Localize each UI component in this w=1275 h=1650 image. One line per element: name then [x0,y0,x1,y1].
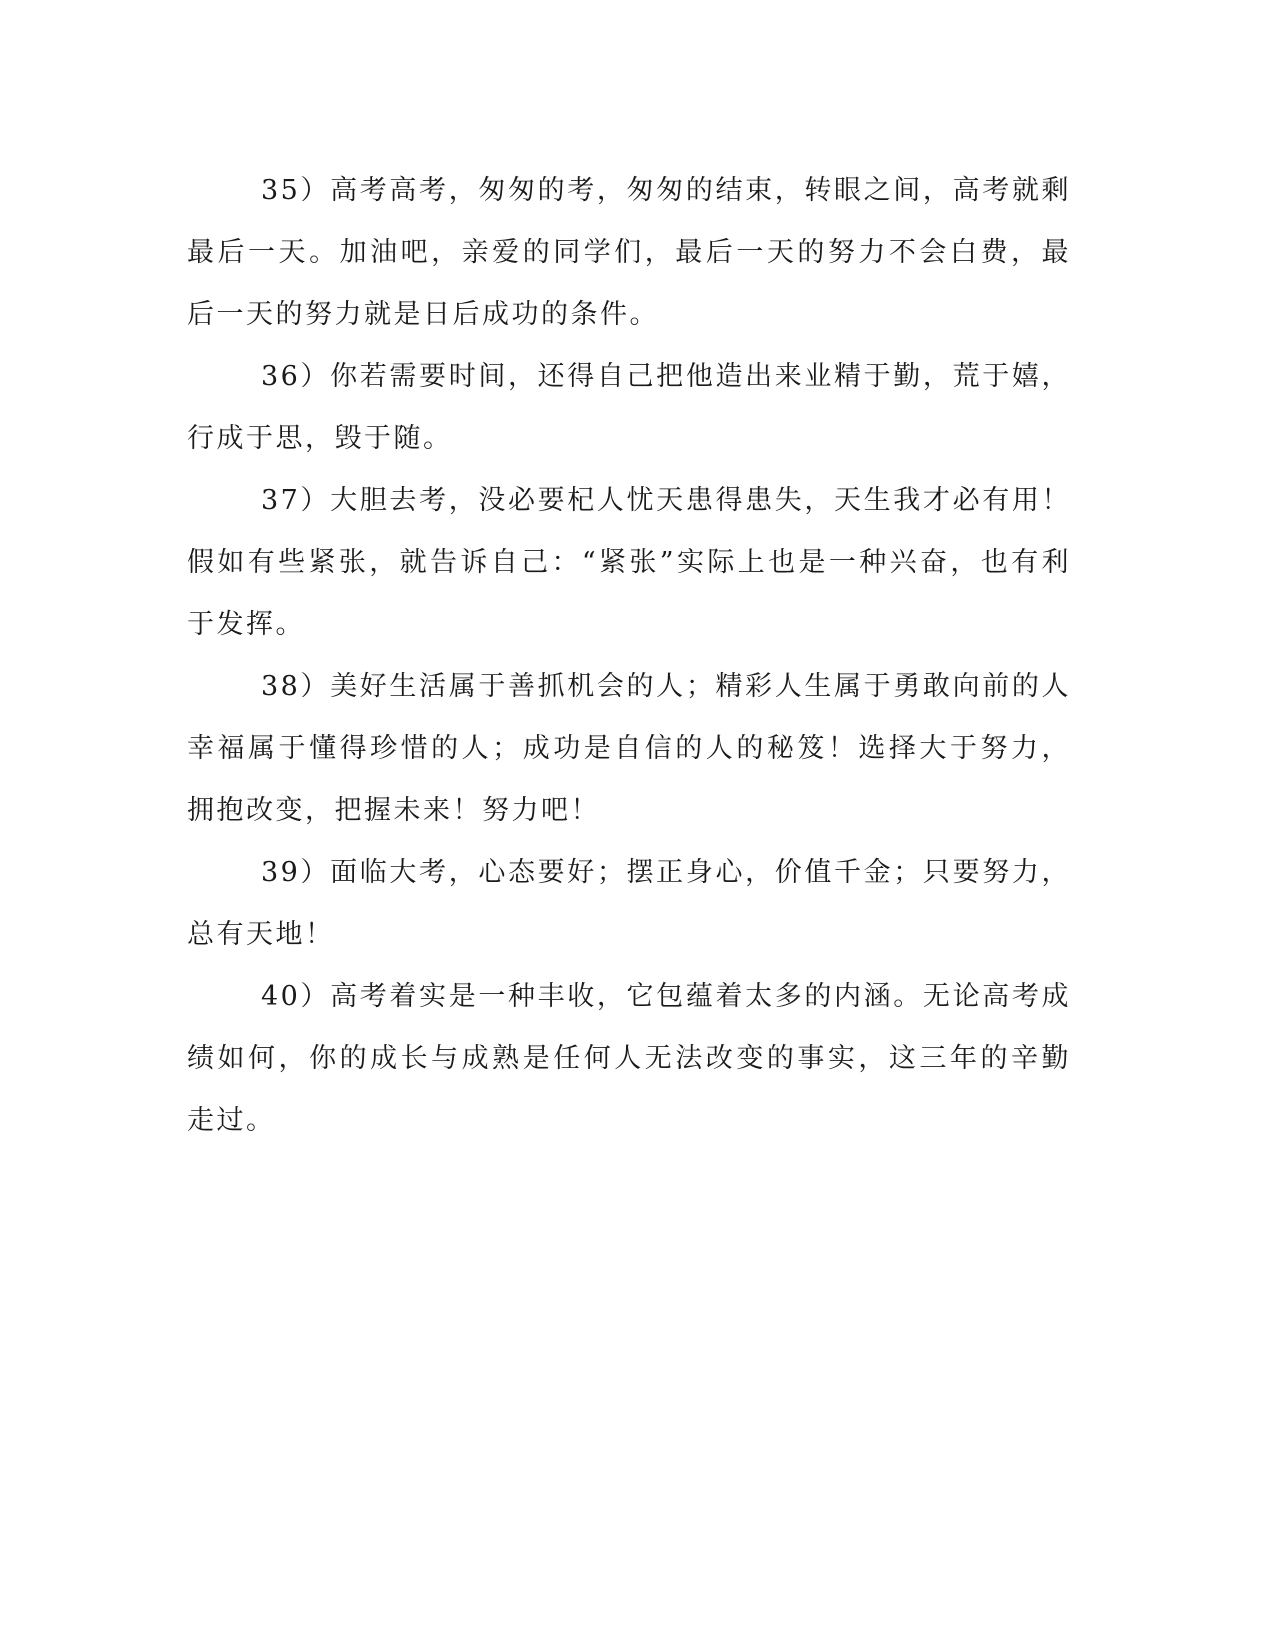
document-body [187,160,1071,1152]
paragraph-36: 36）你若需要时间，还得自己把他造出来业精于勤，荒于嬉，行成于思，毁于随。 [187,361,1071,454]
paragraph-38: 38）美好生活属于善抓机会的人；精彩人生属于勇敢向前的人幸福属于懂得珍惜的人；成功是自信的人的秘笈！选择大于努力，拥抱改变，把握未来！努力吧！ [187,671,1071,826]
paragraph-40: 40）高考着实是一种丰收，它包蕴着太多的内涵。无论高考成绩如何，你的成长与成熟是任何人无法改变的事实，这三年的辛勤走过。 [187,981,1071,1136]
paragraph-37: 37）大胆去考，没必要杞人忧天患得患失，天生我才必有用！假如有些紧张，就告诉自己：“紧张”实际上也是一种兴奋，也有利于发挥。 [187,485,1071,640]
paragraph-39: 39）面临大考，心态要好；摆正身心，价值千金；只要努力，总有天地！ [187,857,1071,950]
paragraph-35: 35）高考高考，匆匆的考，匆匆的结束，转眼之间，高考就剩最后一天。加油吧，亲爱的同学们，最后一天的努力不会白费，最后一天的努力就是日后成功的条件。 [187,175,1071,330]
